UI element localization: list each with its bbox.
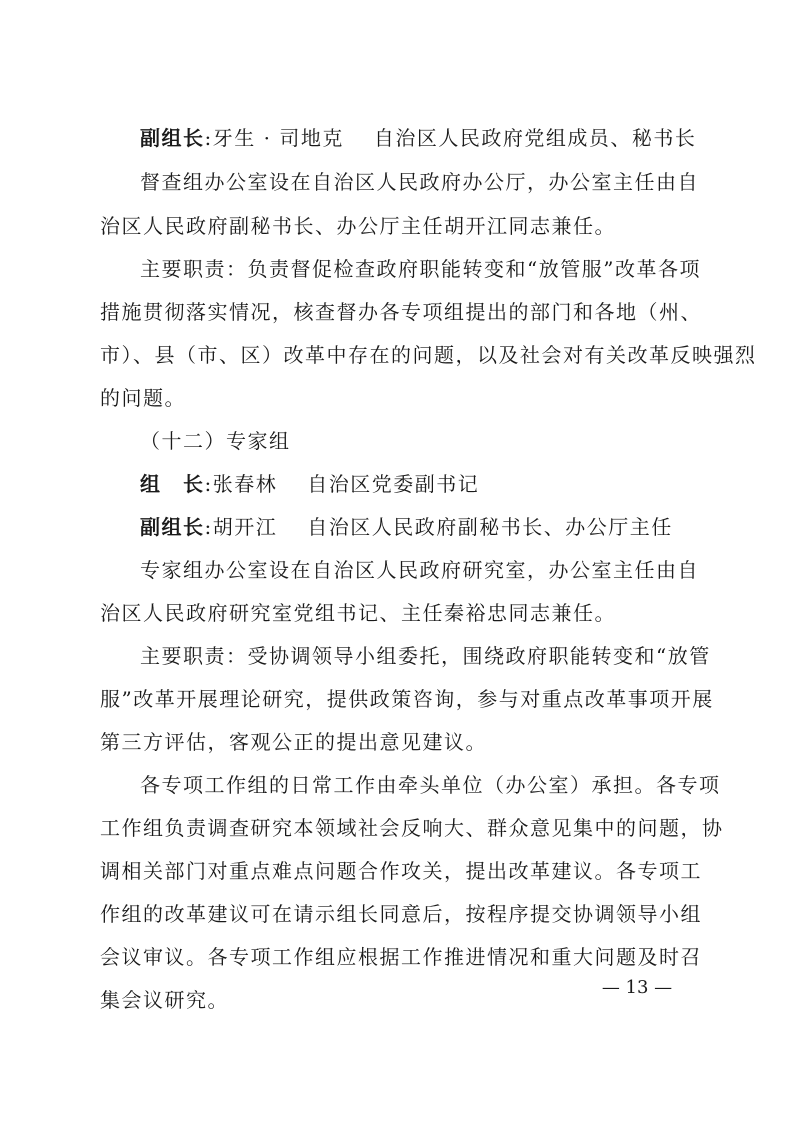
person-name: 胡开江 [212,515,278,539]
role-colon: : [204,126,213,150]
paragraph-line: 治区人民政府研究室党组书记、主任秦裕忠同志兼任。 [100,601,616,625]
role-label: 组 长 [140,472,205,496]
paragraph-line: 督查组办公室设在自治区人民政府办公厅，办公室主任由自 [140,170,699,194]
paragraph-line: 专家组办公室设在自治区人民政府研究室，办公室主任由自 [140,558,699,582]
paragraph-line: 治区人民政府副秘书长、办公厅主任胡开江同志兼任。 [100,214,616,238]
role-label: 副组长 [140,515,205,539]
paragraph-line: 主要职责：受协调领导小组委托，围绕政府职能转变和“放管 [140,644,711,668]
person-name: 牙生 · 司地克 [212,126,344,150]
paragraph-line: 集会议研究。 [100,988,229,1012]
paragraph-line: 市）、县（市、区）改革中存在的问题，以及社会对有关改革反映强烈 [100,343,757,367]
deputy-leader-line-2 [140,517,700,537]
leader-line [140,474,700,494]
paragraph-line: 工作组负责调查研究本领域社会反响大、群众意见集中的问题，协 [100,816,724,840]
paragraph-line: 的问题。 [100,386,186,410]
paragraph-line: 会议审议。各专项工作组应根据工作推进情况和重大问题及时召 [100,945,702,969]
role-label: 副组长 [140,126,205,150]
person-title: 自治区人民政府党组成员、秘书长 [373,126,697,150]
deputy-leader-line-1 [140,128,700,148]
paragraph-line: 作组的改革建议可在请示组长同意后，按程序提交协调领导小组 [100,902,702,926]
paragraph-line: 各专项工作组的日常工作由牵头单位（办公室）承担。各专项 [140,773,721,797]
role-colon: : [204,515,213,539]
person-title: 自治区人民政府副秘书长、办公厅主任 [307,515,673,539]
role-colon: : [204,472,213,496]
paragraph-line: 调相关部门对重点难点问题合作攻关，提出改革建议。各专项工 [100,859,702,883]
paragraph-line: 措施贯彻落实情况，核查督办各专项组提出的部门和各地（州、 [100,300,702,324]
person-title: 自治区党委副书记 [307,472,480,496]
page-number: — 13 — [601,977,673,998]
paragraph-line: 第三方评估，客观公正的提出意见建议。 [100,730,487,754]
paragraph-line: 主要职责：负责督促检查政府职能转变和“放管服”改革各项 [140,257,701,281]
paragraph-line: 服”改革开展理论研究，提供政策咨询，参与对重点改革事项开展 [100,687,714,711]
person-name: 张春林 [212,472,278,496]
section-heading: （十二）专家组 [140,429,291,453]
